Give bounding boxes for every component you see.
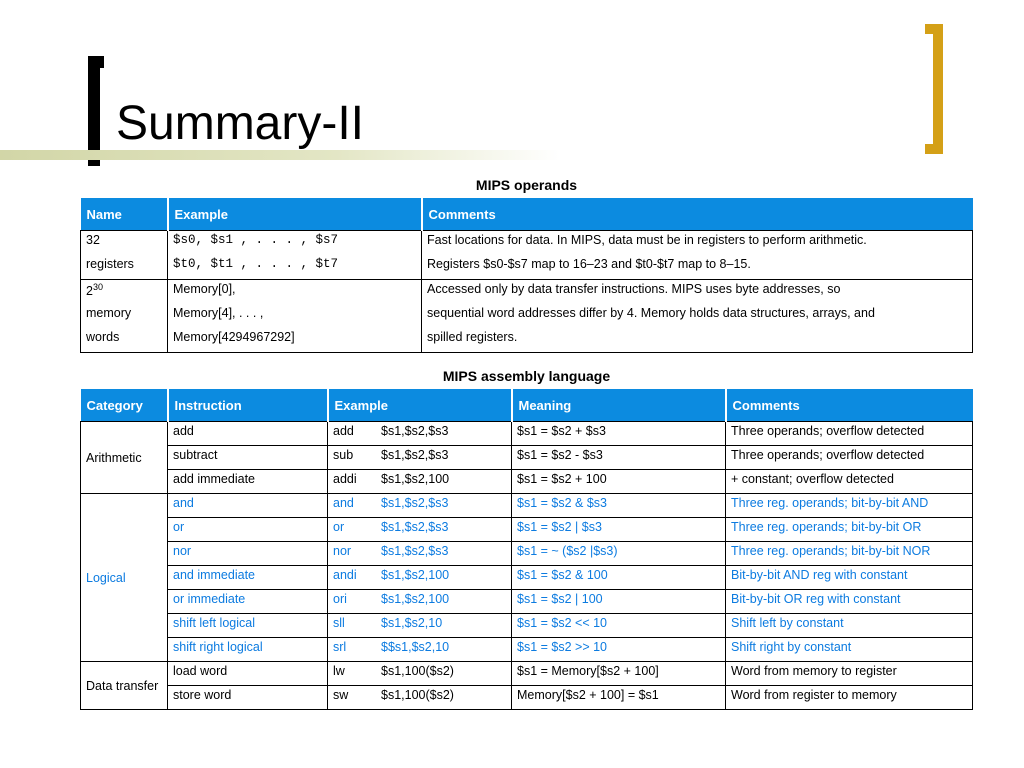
cell: spilled registers. — [422, 328, 973, 353]
title-underline — [0, 150, 560, 160]
cell: Registers $s0-$s7 map to 16–23 and $t0-$t7 map to 8–15. — [422, 255, 973, 280]
cell: Bit-by-bit AND reg with constant — [726, 566, 973, 590]
table-row — [81, 446, 973, 470]
table-row — [81, 614, 973, 638]
cell: Memory[4294967292] — [168, 328, 422, 353]
cell: add immediate — [168, 470, 328, 494]
opcode: sll — [333, 616, 345, 630]
column-header: Comments — [422, 198, 973, 231]
category-cell: Logical — [81, 494, 168, 662]
opcode: and — [333, 496, 354, 510]
cell: $t0, $t1 , . . . , $t7 — [168, 255, 422, 280]
table-row — [81, 662, 973, 686]
operands: $$s1,$s2,10 — [381, 640, 450, 654]
assembly-table-title: MIPS assembly language — [442, 368, 611, 384]
cell: Shift left by constant — [726, 614, 973, 638]
operands: $s1,100($s2) — [381, 688, 454, 702]
table-row — [81, 470, 973, 494]
column-header: Comments — [726, 389, 973, 422]
cell — [328, 566, 512, 590]
slide-title: Summary-II — [116, 97, 365, 150]
cell: $s1 = $s2 + $s3 — [512, 422, 726, 446]
cell: words — [81, 328, 168, 353]
cell: $s1 = $s2 & 100 — [512, 566, 726, 590]
right-bracket-decoration — [925, 24, 943, 154]
column-header: Example — [328, 389, 512, 422]
cell — [328, 518, 512, 542]
cell: Accessed only by data transfer instructions. MIPS uses byte addresses, so — [422, 280, 973, 305]
cell: Fast locations for data. In MIPS, data must be in registers to perform arithmetic. — [422, 231, 973, 256]
cell: 32 — [81, 231, 168, 256]
category-cell: Data transfer — [81, 662, 168, 710]
cell — [328, 614, 512, 638]
category-cell: Arithmetic — [81, 422, 168, 494]
cell: Memory[0], — [168, 280, 422, 305]
operands: $s1,$s2,10 — [381, 616, 443, 630]
cell: $s1 = $s2 >> 10 — [512, 638, 726, 662]
cell: $s1 = $s2 | 100 — [512, 590, 726, 614]
cell: $s0, $s1 , . . . , $s7 — [168, 231, 422, 256]
opcode: sw — [333, 688, 349, 702]
assembly-table — [80, 389, 973, 710]
cell: subtract — [168, 446, 328, 470]
cell: shift right logical — [168, 638, 328, 662]
opcode: andi — [333, 568, 357, 582]
cell: registers — [81, 255, 168, 280]
cell: Three operands; overflow detected — [726, 422, 973, 446]
cell: load word — [168, 662, 328, 686]
table-header-row — [81, 389, 973, 422]
cell — [81, 280, 168, 305]
cell-text: 2 — [86, 284, 93, 299]
opcode: addi — [333, 472, 357, 486]
opcode: nor — [333, 544, 352, 558]
opcode: sub — [333, 448, 354, 462]
table-row — [81, 686, 973, 710]
cell: Shift right by constant — [726, 638, 973, 662]
cell: sequential word addresses differ by 4. Memory holds data structures, arrays, and — [422, 304, 973, 328]
cell — [328, 686, 512, 710]
operands: $s1,$s2,$s3 — [381, 496, 449, 510]
table-row — [81, 542, 973, 566]
cell: $s1 = $s2 + 100 — [512, 470, 726, 494]
table-row — [81, 280, 973, 305]
cell — [328, 422, 512, 446]
cell: nor — [168, 542, 328, 566]
cell: $s1 = $s2 | $s3 — [512, 518, 726, 542]
table-row — [81, 231, 973, 256]
cell: memory — [81, 304, 168, 328]
operands: $s1,$s2,$s3 — [381, 424, 449, 438]
cell: Three operands; overflow detected — [726, 446, 973, 470]
cell: and immediate — [168, 566, 328, 590]
operands: $s1,$s2,$s3 — [381, 544, 449, 558]
cell — [328, 590, 512, 614]
cell: or — [168, 518, 328, 542]
cell: Word from register to memory — [726, 686, 973, 710]
cell: add — [168, 422, 328, 446]
opcode: or — [333, 520, 345, 534]
operands: $s1,$s2,100 — [381, 592, 450, 606]
cell — [328, 638, 512, 662]
opcode: ori — [333, 592, 347, 606]
cell — [328, 542, 512, 566]
cell: $s1 = ~ ($s2 |$s3) — [512, 542, 726, 566]
cell: Word from memory to register — [726, 662, 973, 686]
cell: Three reg. operands; bit-by-bit AND — [726, 494, 973, 518]
operands: $s1,$s2,100 — [381, 472, 450, 486]
table-row — [81, 494, 973, 518]
table-row — [81, 638, 973, 662]
table-header-row — [81, 198, 973, 231]
cell: Three reg. operands; bit-by-bit NOR — [726, 542, 973, 566]
table-row — [81, 422, 973, 446]
column-header: Example — [168, 198, 422, 231]
operands: $s1,$s2,100 — [381, 568, 450, 582]
table-row — [81, 518, 973, 542]
operands: $s1,$s2,$s3 — [381, 520, 449, 534]
cell: $s1 = Memory[$s2 + 100] — [512, 662, 726, 686]
cell: $s1 = $s2 << 10 — [512, 614, 726, 638]
cell — [328, 446, 512, 470]
table-row — [81, 590, 973, 614]
column-header: Name — [81, 198, 168, 231]
column-header: Meaning — [512, 389, 726, 422]
table-row — [81, 566, 973, 590]
cell: Memory[4], . . . , — [168, 304, 422, 328]
table-row — [81, 304, 973, 328]
cell — [328, 470, 512, 494]
cell: $s1 = $s2 & $s3 — [512, 494, 726, 518]
cell: and — [168, 494, 328, 518]
operands-table — [80, 198, 973, 353]
opcode: add — [333, 424, 354, 438]
table-row — [81, 328, 973, 353]
opcode: srl — [333, 640, 347, 654]
slide-content — [80, 176, 973, 710]
operands: $s1,100($s2) — [381, 664, 454, 678]
cell: shift left logical — [168, 614, 328, 638]
table-row — [81, 255, 973, 280]
cell: Three reg. operands; bit-by-bit OR — [726, 518, 973, 542]
cell: store word — [168, 686, 328, 710]
operands-table-title: MIPS operands — [475, 177, 578, 193]
cell: $s1 = $s2 - $s3 — [512, 446, 726, 470]
cell: + constant; overflow detected — [726, 470, 973, 494]
cell-superscript: 30 — [92, 282, 103, 292]
cell: Memory[$s2 + 100] = $s1 — [512, 686, 726, 710]
cell — [328, 662, 512, 686]
cell: Bit-by-bit OR reg with constant — [726, 590, 973, 614]
column-header: Instruction — [168, 389, 328, 422]
cell: or immediate — [168, 590, 328, 614]
column-header: Category — [81, 389, 168, 422]
opcode: lw — [333, 664, 345, 678]
operands: $s1,$s2,$s3 — [381, 448, 449, 462]
cell — [328, 494, 512, 518]
